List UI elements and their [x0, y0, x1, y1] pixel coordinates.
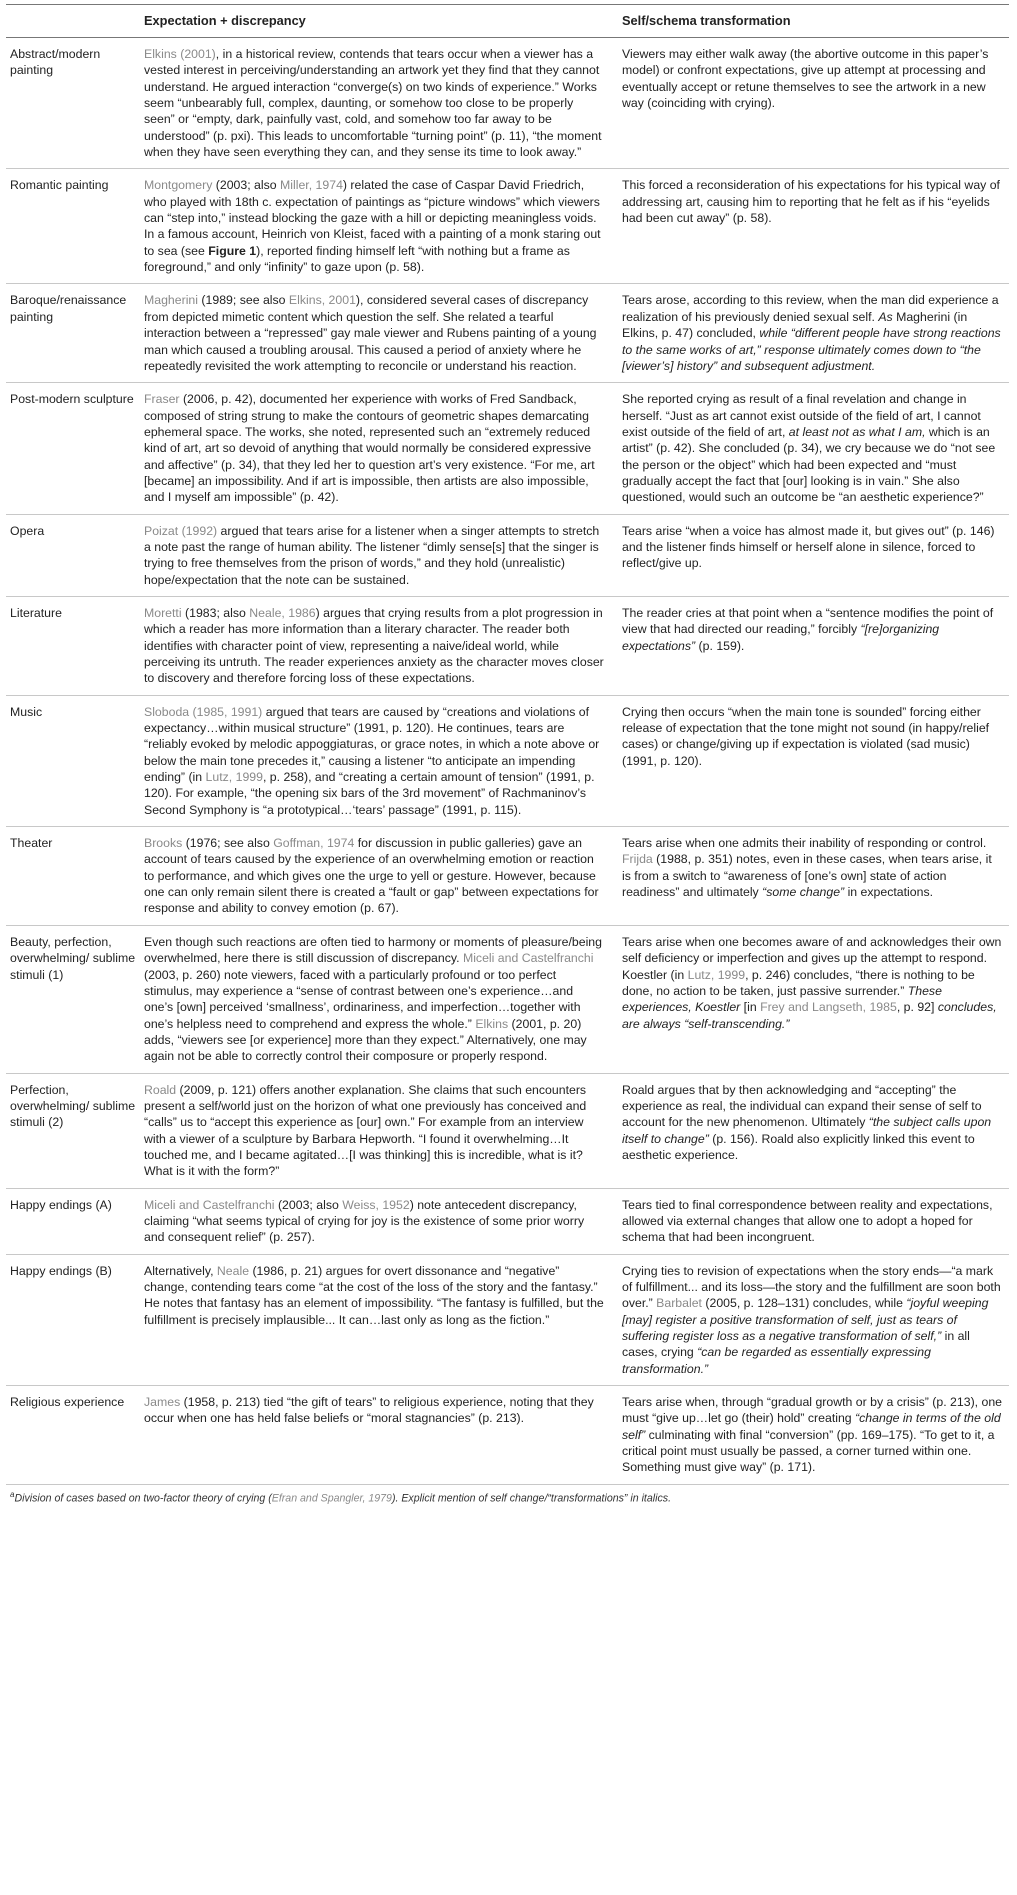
citation-link[interactable]: Neale, 1986 — [249, 605, 316, 620]
expectation-cell — [140, 514, 618, 596]
case-label: Abstract/modern painting — [6, 38, 140, 169]
citation-link[interactable]: Lutz, 1999 — [687, 967, 746, 982]
transformation-cell — [618, 383, 1009, 514]
text-segment: (2003, p. 260) note viewers, faced with a particularly profound or too perfect stimulus, may experience a “sense of contrast between one’s experience…and one’s [own] perceived ‘smallness’, ordinariness, and imperfection…together with one’s helpless need to comprehend and express the whole.” — [144, 967, 581, 1031]
citation-link[interactable]: Brooks — [144, 836, 183, 851]
footnote-citation[interactable]: Efran and Spangler, 1979 — [271, 1492, 392, 1505]
table-row — [6, 1386, 1009, 1485]
case-label: Post-modern sculpture — [6, 383, 140, 514]
text-segment: concludes, are always “self-transcending.” — [622, 1000, 997, 1031]
citation-link[interactable]: Fraser — [144, 392, 180, 407]
text-segment: “the subject calls upon itself to change” — [622, 1115, 992, 1146]
footnote-text-before: Division of cases based on two-factor theory of crying ( — [14, 1492, 272, 1505]
case-label: Beauty, perfection, overwhelming/ sublime stimuli (1) — [6, 925, 140, 1073]
transformation-cell — [618, 695, 1009, 826]
text-segment: ), reported finding himself left “with nothing but a frame as foreground,” and only “infinity” to gaze upon (p. 58). — [144, 243, 570, 275]
transformation-cell — [618, 827, 1009, 926]
text-segment: ), considered several cases of discrepancy from depicted mimetic content which question the self. She related a tearful interaction between a “repressed” gay male viewer and Rubens painting of a young man which caused a troubling arousal. This caused a period of anxiety where he repeatedly revisited the work attempting to reconcile or understand his reaction. — [144, 293, 597, 373]
table-row — [6, 1254, 1009, 1385]
text-segment: “some change” — [762, 885, 845, 900]
text-segment: (p. 159). — [695, 638, 745, 653]
text-segment: “joyful weeping [may] register a positive transformation of self, just as tears of suffering register loss as a negative transformation of self,” — [622, 1296, 989, 1344]
expectation-cell — [140, 383, 618, 514]
text-segment: (1958, p. 213) tied “the gift of tears” to religious experience, noting that they occur when one has held false beliefs or “moral stagnancies” (p. 213). — [144, 1395, 594, 1426]
transformation-cell — [618, 38, 1009, 169]
table-row — [6, 1073, 1009, 1188]
table-row — [6, 925, 1009, 1073]
figure-reference[interactable]: Figure 1 — [208, 243, 257, 258]
citation-link[interactable]: Moretti — [144, 605, 182, 620]
transformation-cell — [618, 1386, 1009, 1485]
table-row — [6, 827, 1009, 926]
text-segment: (1986, p. 21) argues for overt dissonance and “negative” change, contending tears come “at the cost of the loss of the story and the fantasy.” He notes that fantasy has an element of impossibility. “The fantasy is fulfilled, but the fulfillment is precisely implausible... It can…last only as long as the fiction.” — [144, 1263, 604, 1327]
case-label: Religious experience — [6, 1386, 140, 1485]
expectation-cell — [140, 284, 618, 383]
text-segment: , p. 258), and “creating a certain amount of tension” (1991, p. 120). For example, “the opening six bars of the 3rd movement” of Rachmaninov’s Second Symphony is “a prototypical…‘tears’ passage” (1991, p. 115). — [144, 770, 595, 817]
transformation-cell — [618, 1188, 1009, 1254]
text-segment: (1989; see also — [198, 293, 289, 308]
text-segment: The reader cries at that point when a “sentence modifies the point of view that had directed our reading,” forcibly — [622, 605, 994, 637]
text-segment: which is an artist” (p. 42). She concluded (p. 34), we cry because we do “not see the person or the object” which had been expected and “must gradually accept the fact that [our] looking is in vain.” She also questioned, would such an outcome be “an aesthetic experience?” — [622, 424, 996, 505]
text-segment: ) related the case of Caspar David Friedrich, who played with 18th c. expectation of paintings as “picture windows” which viewers can “step into,” instead blocking the gaze with a hill or depicting meaningless voids. In a famous account, Heinrich von Kleist, faced with a painting of a monk staring out to sea (see — [144, 178, 601, 258]
text-segment: in all cases, crying — [622, 1329, 970, 1360]
text-segment: Tears tied to final correspondence between reality and expectations, allowed via external changes that allow one to adopt a hoped for schema that had been incongruent. — [622, 1197, 993, 1245]
case-label: Happy endings (A) — [6, 1188, 140, 1254]
text-segment: ) argues that crying results from a plot progression in which a reader has more information than a literary character. The reader both identifies with character point of view, representing a naive/ideal world, while perceiving its untruth. The reader experiences anxiety as the character moves closer to discovery and therefore forcing loss of these expectations. — [144, 605, 604, 686]
expectation-cell — [140, 1188, 618, 1254]
transformation-cell — [618, 925, 1009, 1073]
expectation-cell — [140, 1073, 618, 1188]
text-segment: at least not as what I am, — [788, 424, 926, 439]
transformation-cell — [618, 1254, 1009, 1385]
expectation-cell — [140, 1254, 618, 1385]
text-segment: Roald argues that by then acknowledging and “accepting” the experience as real, the individual can expand their sense of self to account for the new phenomenon. Ultimately — [622, 1082, 982, 1130]
citation-link[interactable]: Miceli and Castelfranchi — [462, 951, 594, 966]
expectation-cell — [140, 38, 618, 169]
citation-link[interactable]: Roald — [144, 1082, 177, 1097]
text-segment: (2006, p. 42), documented her experience with works of Fred Sandback, composed of string strung to make the contours of geometric shapes demarcating ephemeral space. The works, she noted, represented such an “extremely reduced kind of art, art so devoid of anything that would normally be considered expressive and affective” (p. 34), that they led her to question art’s very existence. “For me, art [became] an impossibility. And if art is impossible, then artists are also impossible, and I myself am impossible” (p. 42). — [144, 392, 595, 505]
text-segment: culminating with final “conversion” (pp. 169–175). “To get to it, a critical point must usually be passed, a corner turned within one. Something must give way” (p. 171). — [622, 1427, 995, 1475]
text-segment: (2001, p. 20) adds, “viewers see [or experience] more than they expect.” Alternatively, one may again not be able to correctly control their composure or properly respond. — [144, 1016, 587, 1064]
citation-link[interactable]: Sloboda (1985, 1991) — [144, 704, 263, 719]
text-segment: She reported crying as result of a final revelation and change in herself. “Just as art cannot exist outside of the field of art, I cannot exist outside of the field of art, — [622, 392, 981, 439]
transformation-cell — [618, 284, 1009, 383]
text-segment: (2005, p. 128–131) concludes, while — [701, 1296, 907, 1311]
case-label: Happy endings (B) — [6, 1254, 140, 1385]
expectation-cell — [140, 169, 618, 284]
table-row — [6, 1188, 1009, 1254]
citation-link[interactable]: Lutz, 1999 — [205, 770, 263, 785]
citation-link[interactable]: Weiss, 1952 — [342, 1197, 410, 1212]
transformation-cell — [618, 514, 1009, 596]
text-segment: This forced a reconsideration of his expectations for his typical way of addressing art, causing him to reporting that he felt as if his “eyelids had been cut away” (p. 58). — [622, 178, 1000, 226]
text-segment: “change in terms of the old self” — [622, 1411, 1001, 1442]
table-row — [6, 695, 1009, 826]
text-segment: Alternatively, — [144, 1263, 217, 1278]
table-row — [6, 383, 1009, 514]
table-row — [6, 596, 1009, 695]
table-row — [6, 169, 1009, 284]
citation-link[interactable]: Miller, 1974 — [280, 178, 343, 193]
table-row — [6, 284, 1009, 383]
table-row — [6, 514, 1009, 596]
text-segment: argued that tears arise for a listener when a singer attempts to stretch a note past the range of human ability. The listener “dimly sense[s] that the singer is trying to free themselves from the prison of words,” and they hold (unrealistic) hope/expectation that the note can be sustained. — [144, 523, 600, 587]
case-label: Theater — [6, 827, 140, 926]
crying-cases-table — [6, 4, 1009, 1485]
citation-link[interactable]: Neale — [216, 1263, 250, 1278]
text-segment: , p. 92] — [896, 1000, 938, 1015]
expectation-cell — [140, 925, 618, 1073]
text-segment: , p. 246) concludes, “there is nothing to be done, no action to be taken, just passive surrender.” — [622, 967, 975, 998]
text-segment: (p. 156). Roald also explicitly linked this event to aesthetic experience. — [622, 1131, 975, 1162]
citation-link[interactable]: Frijda — [622, 852, 653, 867]
case-label: Music — [6, 695, 140, 826]
citation-link[interactable]: Frey and Langseth, 1985 — [760, 1000, 897, 1015]
citation-link[interactable]: Barbalet — [656, 1296, 702, 1311]
expectation-cell — [140, 827, 618, 926]
table-header — [6, 5, 1009, 38]
text-segment: argued that tears are caused by “creations and violations of expectancy…within musical structure” (1991, p. 120). He continues, tears are “reliably evoked by melodic appoggiaturas, or grace notes, in which a note above or below the main tone precedes it,” causing a listener “to anticipate an impending ending” (in — [144, 704, 600, 785]
citation-link[interactable]: Poizat (1992) — [144, 523, 218, 538]
header-case — [6, 5, 140, 38]
text-segment: Tears arose, according to this review, when the man did experience a realization of his previously denied sexual self. — [622, 293, 999, 324]
case-label: Opera — [6, 514, 140, 596]
text-segment: (2003; also — [212, 178, 281, 193]
transformation-cell — [618, 596, 1009, 695]
text-segment: Viewers may either walk away (the abortive outcome in this paper’s model) or confront expectations, give up attempt at processing and eventually accept or retune themselves to see the artwork in a new way (coinciding with crying). — [622, 47, 989, 111]
expectation-cell — [140, 596, 618, 695]
case-label: Perfection, overwhelming/ sublime stimuli (2) — [6, 1073, 140, 1188]
text-segment: (2009, p. 121) offers another explanation. She claims that such encounters present a self/world just on the horizon of what one previously has conceived and “calls” us to “accept this experience as [our] own.” For example from an interview with a viewer of a sculpture by Barbara Hepworth. “I found it overwhelming…It touched me, and I became agitated…[I was thinking] this is incredible, what is it? What is it with the form?” — [144, 1082, 587, 1179]
text-segment: “can be regarded as essentially expressing transformation.” — [622, 1345, 931, 1376]
table-footnote — [6, 1485, 1009, 1506]
table-body — [6, 38, 1009, 1485]
text-segment: (1976; see also — [182, 836, 274, 851]
text-segment: Tears arise when one becomes aware of and acknowledges their own self deficiency or imperfection and gives up the attempt to respond. Koestler (in — [622, 934, 1002, 982]
text-segment: “[re]organizing expectations” — [622, 622, 940, 653]
table-row — [6, 38, 1009, 169]
text-segment: (2003; also — [274, 1197, 343, 1212]
citation-link[interactable]: James — [144, 1395, 181, 1410]
citation-link[interactable]: Magherini — [144, 293, 198, 308]
citation-link[interactable]: Elkins — [475, 1016, 509, 1031]
text-segment: As — [878, 309, 893, 324]
expectation-cell — [140, 1386, 618, 1485]
header-transformation: Self/schema transformation — [618, 5, 1009, 38]
case-label: Baroque/renaissance painting — [6, 284, 140, 383]
case-label: Romantic painting — [6, 169, 140, 284]
citation-link[interactable]: Goffman, 1974 — [273, 836, 355, 851]
text-segment: Tears arise when one admits their inability of responding or control. — [622, 836, 987, 851]
footnote-marker: a — [10, 1489, 15, 1499]
expectation-cell — [140, 695, 618, 826]
text-segment: while “different people have strong reactions to the same works of art,” response ultimately comes down to “the [viewer’s] history” and subsequent adjustment. — [622, 326, 1001, 373]
case-label: Literature — [6, 596, 140, 695]
text-segment: ) note antecedent discrepancy, claiming “what seems typical of crying for joy is the existence of some prior worry and consequent relief” (p. 257). — [144, 1197, 585, 1245]
text-segment: Magherini (in Elkins, p. 47) concluded, — [622, 309, 968, 341]
text-segment: Tears arise when, through “gradual growth or by a crisis” (p. 213), one must “give up…let go (their) hold” creating — [622, 1395, 1003, 1426]
citation-link[interactable]: Elkins (2001) — [144, 47, 216, 62]
citation-link[interactable]: Elkins, 2001 — [288, 293, 356, 308]
header-expectation: Expectation + discrepancy — [140, 5, 618, 38]
text-segment: These experiences, Koestler — [622, 983, 942, 1015]
text-segment: Tears arise “when a voice has almost made it, but gives out” (p. 146) and the listener finds himself or herself alone in silence, forced to reflect/give up. — [622, 523, 995, 571]
text-segment: Crying then occurs “when the main tone is sounded” forcing either release of expectation that the tone might not sound (in happy/relief cases) or change/giving up if expectation is violated (sad music) (1991, p. 120). — [622, 704, 990, 768]
footnote-text-after: ). Explicit mention of self change/“transformations” in italics. — [391, 1492, 672, 1505]
text-segment: (1983; also — [181, 605, 250, 620]
text-segment: , in a historical review, contends that tears occur when a viewer has a vested interest in perceiving/understanding an artwork yet they find that they cannot understand. He argued interaction “converge(s) on two kinds of experience.” Works seem “unbearably full, complex, daunting, or somehow too close to be properly seen” or “empty, dark, painfully vast, cold, and somehow too far away to be understood” (p. pxi). This leads to uncomfortable “turning point” (p. 11), “the moment when they have seen everything they can, and they sense its time to look away.” — [144, 47, 602, 160]
transformation-cell — [618, 169, 1009, 284]
citation-link[interactable]: Montgomery — [144, 178, 213, 193]
text-segment: for discussion in public galleries) gave an account of tears caused by the experience of an overwhelming emotion or reaction to performance, and which gives one the urge to yell or gesture. However, because one can only remain silent there is created a “fault or gap” between expectations for response and ability to convey emotion (p. 67). — [144, 836, 599, 916]
text-segment: Crying ties to revision of expectations when the story ends—“a mark of fulfillment... and its loss—the story and the fulfillment are soon both over.” — [622, 1263, 1001, 1311]
text-segment: Even though such reactions are often tied to harmony or moments of pleasure/being overwhelmed, here there is still discussion of discrepancy. — [144, 934, 602, 966]
transformation-cell — [618, 1073, 1009, 1188]
citation-link[interactable]: Miceli and Castelfranchi — [144, 1197, 275, 1212]
text-segment: in expectations. — [844, 885, 934, 900]
text-segment: (1988, p. 351) notes, even in these cases, when tears arise, it is from a switch to “awareness of [one’s own] state of action readiness” and ultimately — [622, 852, 992, 900]
text-segment: [in — [740, 1000, 761, 1015]
